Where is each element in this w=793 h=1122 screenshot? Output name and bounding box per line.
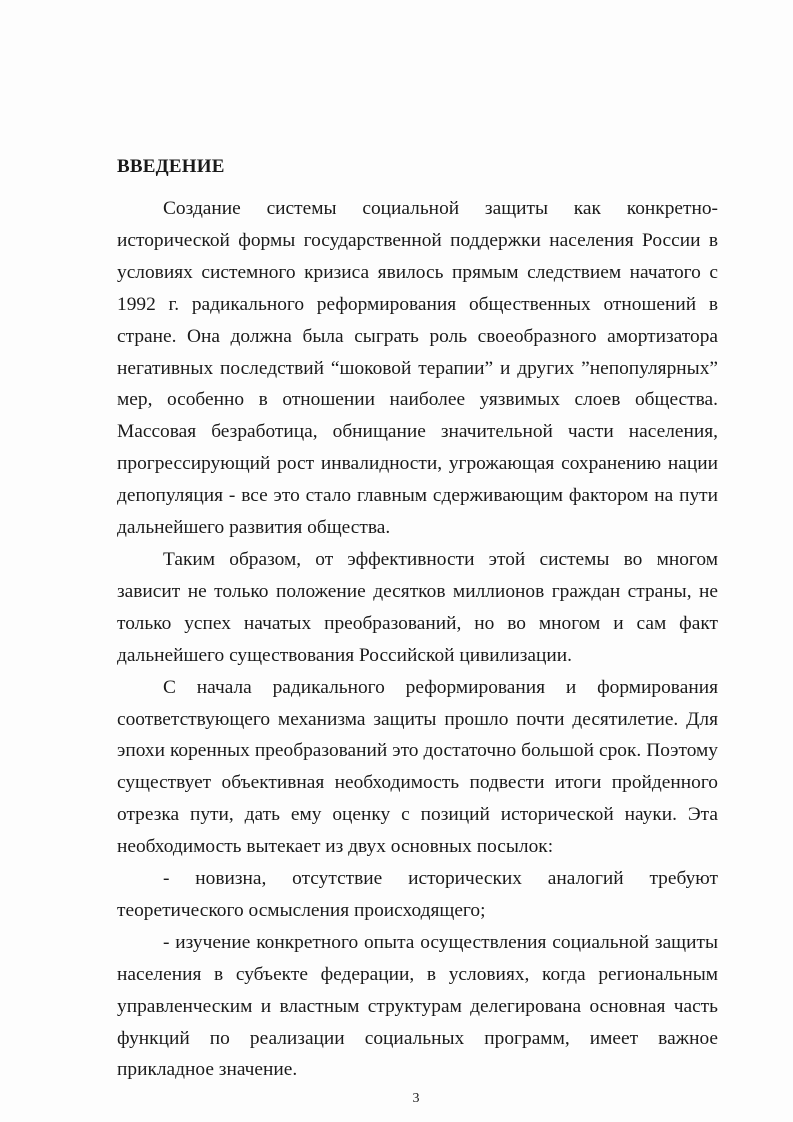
list-item-regional-experience: - изучение конкретного опыта осуществления социальной защиты населения в субъекте федерации, в условиях, когда региональным управленческим и властным структурам делегирована основная часть функций по реализации социальных программ, имеет важное прикладное значение. [117,931,718,1081]
body-text [117,193,718,1086]
paragraph-intro: Создание системы социальной защиты как конкретно-исторической формы государственной поддержки населения России в условиях системного кризиса явилось прямым следствием начатого с 1992 г. радикального реформирования общественных отношений в стране. Она должна была сыграть роль своеобразного амортизатора негативных последствий “шоковой терапии” и других ”непопулярных” мер, особенно в отношении наиболее уязвимых слоев общества. Массовая безработица, обнищание значительной части населения, прогрессирующий рост инвалидности, угрожающая сохранению нации депопуляция - все это стало главным сдерживающим фактором на пути дальнейшего развития общества. [117,198,718,539]
paragraph-reform-period: С начала радикального реформирования и формирования соответствующего механизма защиты прошло почти десятилетие. Для эпохи коренных преобразований это достаточно большой срок. Поэтому существует объективная необходимость подвести итоги пройденного отрезка пути, дать ему оценку с позиций исторической науки. Эта необходимость вытекает из двух основных посылок: [117,676,718,858]
page-number: 3 [412,1091,420,1106]
section-heading: ВВЕДЕНИЕ [117,156,225,177]
list-item-novelty: - новизна, отсутствие исторических аналогий требуют теоретического осмысления происходящего; [117,868,718,921]
paragraph-effectiveness: Таким образом, от эффективности этой системы во многом зависит не только положение десятков миллионов граждан страны, не только успех начатых преобразований, но во многом и сам факт дальнейшего существования Российской цивилизации. [117,548,718,666]
